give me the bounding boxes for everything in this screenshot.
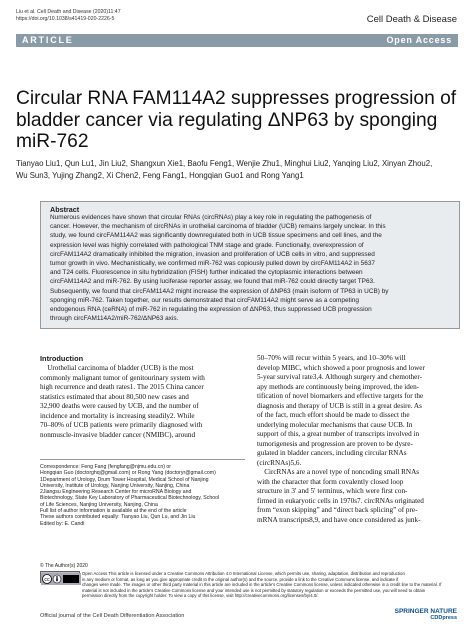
title-line: bladder cancer via regulating ΔNP63 by sponging [16,109,438,131]
license-line: changes were made. The images or other third party material in this article are included in the article's Creative Commons license, unless indicated otherwise in a credit line to the material. If [82,582,442,588]
footnote-line: These authors contributed equally: Tianyao Liu, Qun Lu, and Jin Liu [40,514,196,521]
body-line: structure in 3′ and 5′ terminus, which were first con- [257,487,408,495]
article-title [16,88,466,153]
footnote-line: 1Department of Urology, Drum Tower Hospital, Medical School of Nanjing [40,476,209,483]
abstract-line: tumor growth in vivo. Mechanistically, we confirmed miR-762 was copiously pulled down by circFAM114A2 in 5637 [50,260,375,268]
article-type-label: ARTICLE [22,35,74,45]
body-line: (circRNAs)5,6. [257,458,302,467]
publisher-imprint: CDDpress [430,615,457,621]
footer-journal-affiliation: Official journal of the Cell Death Differentiation Association [40,613,185,619]
introduction-left-column [40,364,240,440]
body-line: 5-year survival rate3,4. Although surgery and chemother- [257,373,422,381]
body-line: statistics estimated that about 80,500 new cases and [40,392,189,401]
abstract-line: study, we found circFAM114A2 was significantly downregulated both in UCB tissue specimens and cell lines, and the [50,232,382,240]
title-line: miR-762 [16,131,89,152]
body-line: from “exon skipping” and “direct back splicing” of pre- [257,506,418,514]
introduction-heading: Introduction [40,354,84,363]
footnote-line: University, Institute of Urology, Nanjing University, Nanjing, China [40,482,190,489]
abstract-line: and T24 cells. Fluorescence in situ hybridization (FISH) further indicated the cytoplasmic interactions between [50,269,363,277]
license-line: material is not included in the article's Creative Commons license and your intended use is not permitted by statutory regulation or exceeds the permitted use, you will need to obtain [82,587,426,593]
citation [16,9,121,23]
license-text [82,571,462,599]
body-line: gulated in bladder cancers, including circular RNAs [257,449,407,457]
body-line: 50–70% will recur within 5 years, and 10–30% will [257,354,406,362]
footnote-line: Edited by: E. Candi [40,520,85,527]
abstract-line: Subsequently, we found that circFAM114A2 might increase the expression of ΔNP63 (main isoform of TP63 in UCB) by [50,287,389,295]
body-line: underlying molecular mechanisms that cause UCB. In [257,420,413,429]
body-line: apy methods are continuously being improved, the iden- [257,382,420,391]
body-line: 70–80% of UCB patients were primarily diagnosed with [40,421,203,429]
abstract-line: through circFAM114A2/miR-762/ΔNP63 axis. [50,315,179,323]
abstract-line: expression level was highly correlated with pathological TNM stage and grade. Functionally, overexpression of [50,241,364,249]
abstract-line: sponging miR-762. Taken together, our results demonstrated that circFAM114A2 might serve as a competing [50,296,359,304]
publisher-logo [395,608,457,622]
body-line: develop MIBC, which showed a poor prognosis and lower [257,363,425,372]
svg-text:cc: cc [44,577,50,583]
author-list [16,158,462,182]
license-line: permission directly from the copyright holder. To view a copy of this license, visit http://creativecommons.org/licenses/by/4.0/. [82,593,319,599]
introduction-right-column [257,354,462,525]
author-line: Wu Sun3, Yujing Zhang2, Xi Chen2, Feng Fang1, Hongqian Guo1 and Rong Yang1 [16,171,304,180]
body-line: mRNA transcripts8,9, and have once considered as junk- [257,515,421,524]
publisher-name: SPRINGER NATURE [394,608,457,615]
body-line: high recurrence and death rates1. The 2015 China cancer [40,383,204,391]
footnote-line: 2Jiangsu Engineering Research Center for microRNA Biology and [40,489,192,496]
body-line: CircRNAs are a novel type of noncoding small RNAs [257,468,420,476]
body-line: incidence and mortality is increasing steadily2. While [40,411,195,420]
abstract-line: endogenous RNA (ceRNA) of miR-762 in regulating the expression of ΔNP63, thus suppressed UCB progression [50,306,372,314]
copyright-notice: © The Author(s) 2020 [40,563,88,569]
body-line: tumorigenesis and progression are proven to be dysre- [257,439,413,448]
footnote-line: of Life Sciences, Nanjing University, Nanjing, China [40,501,158,508]
doi-link[interactable]: https://doi.org/10.1038/s41419-020-2226-5 [16,16,115,22]
correspondence-footnotes [40,459,245,527]
abstract-line: circFAM114A2 and miR-762. By using luciferase reporter assay, we found that miR-762 could directly target TP63. [50,278,375,286]
abstract-body [50,213,452,323]
body-line: Urothelial carcinoma of bladder (UCB) is the most [40,364,194,372]
footnote-line: Correspondence: Feng Fang (fengfang@njmu.edu.cn) or [40,464,171,470]
footnote-line: Hongqian Guo (doctorghq@gmail.com) or Rong Yang (doctoryr@gmail.com) [40,470,216,477]
journal-name: Cell Death & Disease [366,14,457,25]
body-line: 32,900 deaths were caused by UCB, and the number of [40,402,199,410]
license-line: in any medium or format, as long as you give appropriate credit to the original author(s) and the source, provide a link to the Creative Commons license, and indicate if [82,576,399,582]
body-line: nonmuscle-invasive bladder cancer (NMIBC), around [40,430,196,439]
abstract-line: circFAM114A2 dramatically inhibited the migration, invasion and proliferation of UCB cells in vitro, and suppressed [50,250,375,258]
license-line: Open Access This article is licensed under a Creative Commons Attribution 4.0 International License, which permits use, sharing, adaptation, distribution and reproduction [82,571,405,576]
body-line: with the character that form covalently closed loop [257,477,404,486]
body-line: diagnosis and therapy of UCB is still in a great desire. As [257,401,422,410]
citation-line-1: Liu et al. Cell Death and Disease (2020)11:47 [16,9,121,15]
footnote-line: Full list of author information is available at the end of the article [40,508,187,515]
abstract-line: cancer. However, the mechanism of circRNAs in urothelial carcinoma of bladder (UCB) remains largely unclear. In this [50,223,386,231]
title-line: Circular RNA FAM114A2 suppresses progression of [16,88,457,109]
footnote-line: Biotechnology, State Key Laboratory of Pharmaceutical Biotechnology, School [40,495,220,502]
body-line: commonly malignant tumor of genitourinary system with [40,373,205,382]
abstract-heading: Abstract [50,205,80,214]
body-line: of the fact, much effort should be made to dissect the [257,411,410,419]
body-line: tification of novel biomarkers and effective targets for the [257,392,424,400]
body-line: firmed in eukaryotic cells in 1970s7. circRNAs originated [257,496,424,505]
abstract-line: Numerous evidences have shown that circular RNAs (circRNAs) play a key role in regulating the pathogenesis of [50,214,372,221]
author-line: Tianyao Liu1, Qun Lu1, Jin Liu2, Shangxun Xie1, Baofu Feng1, Wenjie Zhu1, Minghui Liu2, Yanqing Liu2, Xinyan Zhou2, [16,159,433,168]
creative-commons-badge-icon[interactable] [40,571,80,583]
open-access-label: Open Access [386,35,452,45]
body-line: support of this, a great number of transcripts involved in [257,430,420,438]
